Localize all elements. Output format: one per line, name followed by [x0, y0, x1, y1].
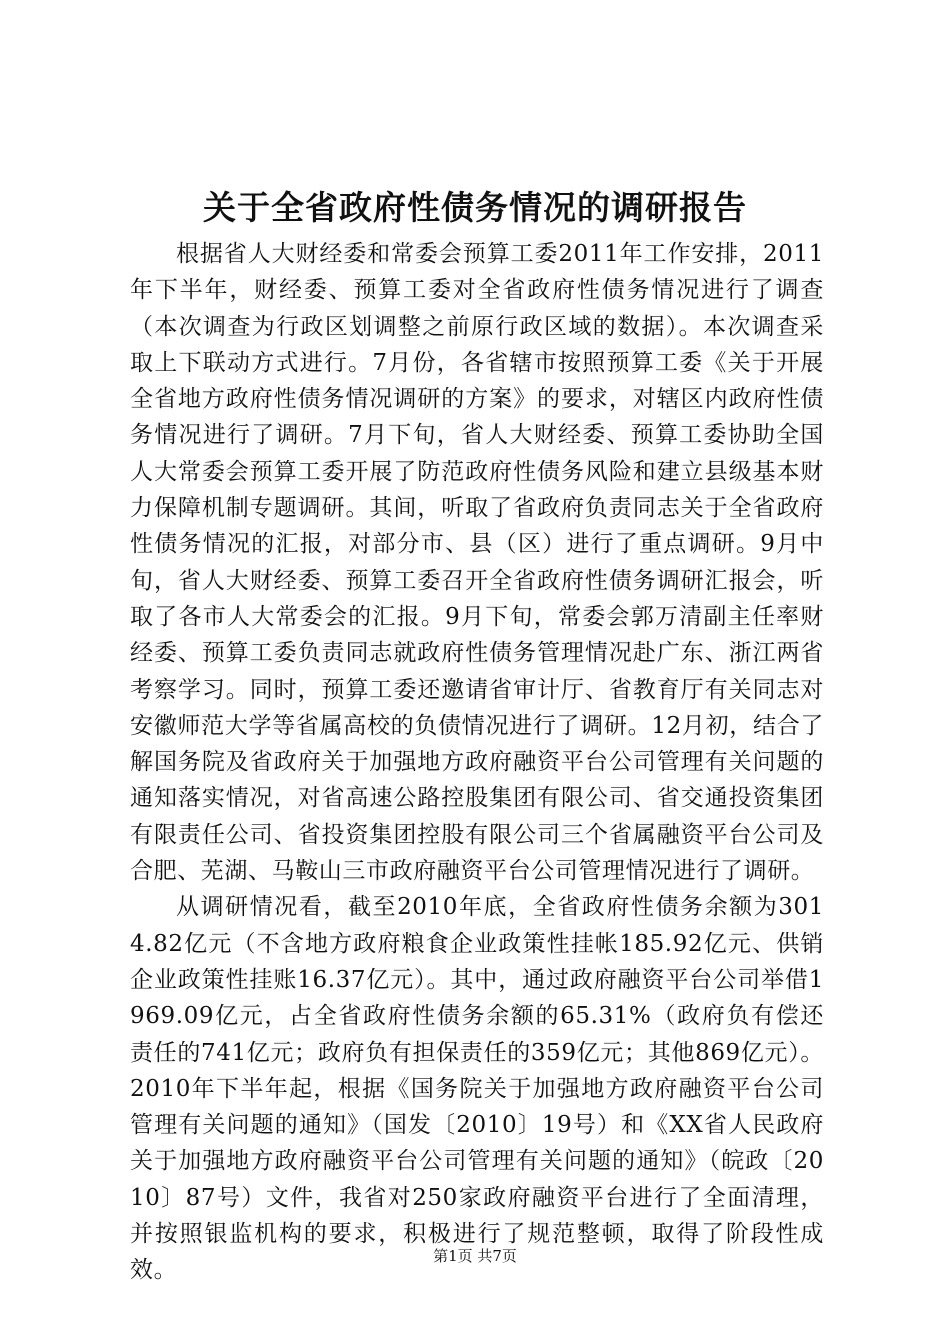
page-footer: 第1页 共7页	[433, 1247, 517, 1265]
document-body	[130, 236, 824, 1289]
paragraph-2: 从调研情况看，截至2010年底，全省政府性债务余额为3014.82亿元（不含地方政府粮食企业政策性挂帐185.92亿元、供销企业政策性挂账16.37亿元）。其中，通过政府融资平台公司举借1969.09亿元，占全省政府性债务余额的65.31%（政府负有偿还责任的741亿元；政府负有担保责任的359亿元；其他869亿元）。2010年下半年起，根据《国务院关于加强地方政府融资平台公司管理有关问题的通知》（国发〔2010〕19号）和《XX省人民政府关于加强地方政府融资平台公司管理有关问题的通知》（皖政〔2010〕87号）文件，我省对250家政府融资平台进行了全面清理，并按照银监机构的要求，积极进行了规范整顿，取得了阶段性成效。	[130, 894, 824, 1284]
paragraph-1: 根据省人大财经委和常委会预算工委2011年工作安排，2011年下半年，财经委、预算工委对全省政府性债务情况进行了调查（本次调查为行政区划调整之前原行政区域的数据）。本次调查采取上下联动方式进行。7月份，各省辖市按照预算工委《关于开展全省地方政府性债务情况调研的方案》的要求，对辖区内政府性债务情况进行了调研。7月下旬，省人大财经委、预算工委协助全国人大常委会预算工委开展了防范政府性债务风险和建立县级基本财力保障机制专题调研。其间，听取了省政府负责同志关于全省政府性债务情况的汇报，对部分市、县（区）进行了重点调研。9月中旬，省人大财经委、预算工委召开全省政府性债务调研汇报会，听取了各市人大常委会的汇报。9月下旬，常委会郭万清副主任率财经委、预算工委负责同志就政府性债务管理情况赴广东、浙江两省考察学习。同时，预算工委还邀请省审计厅、省教育厅有关同志对安徽师范大学等省属高校的负债情况进行了调研。12月初，结合了解国务院及省政府关于加强地方政府融资平台公司管理有关问题的通知落实情况，对省高速公路控股集团有限公司、省交通投资集团有限责任公司、省投资集团控股有限公司三个省属融资平台公司及合肥、芜湖、马鞍山三市政府融资平台公司管理情况进行了调研。	[130, 241, 824, 885]
document-title: 关于全省政府性债务情况的调研报告	[203, 188, 747, 227]
